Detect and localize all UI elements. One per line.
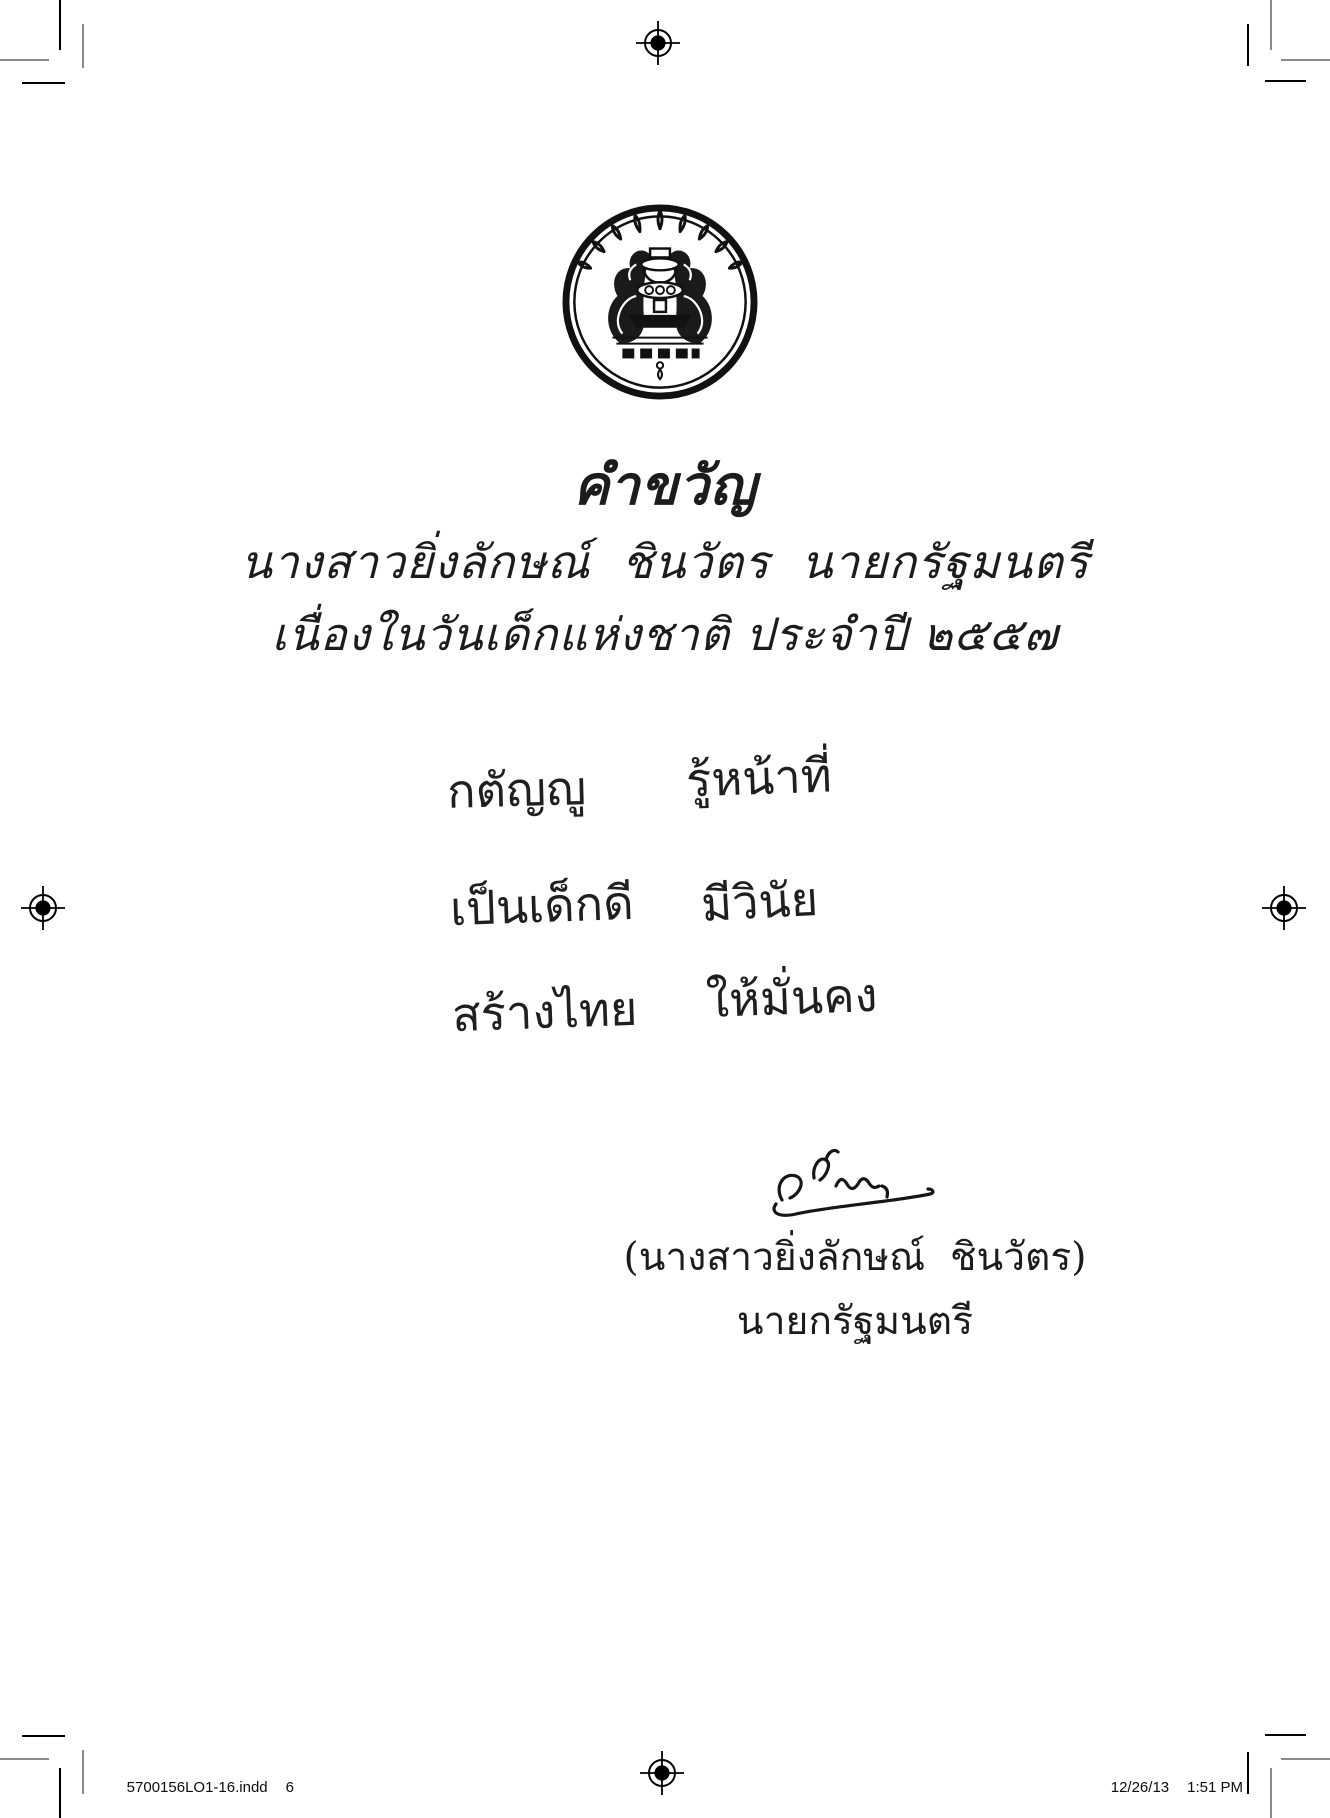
motto-word: สร้างไทย: [451, 981, 639, 1044]
crop-line: [1247, 1752, 1249, 1794]
motto-word: กตัญญู: [446, 761, 587, 820]
footer-document-id: 5700156LO1-16.indd: [126, 1779, 268, 1796]
crop-line: [1265, 80, 1306, 82]
footer-page-number: 6: [285, 1779, 294, 1796]
crop-line: [1247, 24, 1249, 66]
crop-line: [1270, 1768, 1272, 1818]
page-title: คำขวัญ: [573, 453, 757, 517]
signer-name: (นางสาวยิ่งลักษณ์ ชินวัตร): [623, 1235, 1087, 1280]
footer-date: 12/26/13: [1110, 1779, 1170, 1796]
motto-word: ให้มั่นคง: [705, 968, 879, 1029]
footer-timestamp: [1094, 1762, 1243, 1813]
registration-mark-top-icon: [636, 21, 680, 65]
crop-line: [1281, 59, 1330, 61]
crop-line: [59, 1768, 61, 1818]
crop-line: [0, 1758, 49, 1760]
motto-word: รู้หน้าที่: [685, 748, 833, 809]
author-line: นางสาวยิ่งลักษณ์ ชินวัตร นายกรัฐมนตรี: [240, 535, 1090, 589]
registration-mark-right-icon: [1262, 886, 1306, 930]
registration-mark-left-icon: [21, 886, 65, 930]
motto-word: เป็นเด็กดี: [449, 875, 635, 938]
footer-file-info: [110, 1762, 294, 1813]
crop-line: [82, 1750, 84, 1794]
footer-time: 1:51 PM: [1187, 1779, 1243, 1796]
crop-line: [1270, 0, 1272, 50]
crop-line: [1265, 1734, 1306, 1736]
crop-line: [22, 1735, 65, 1737]
motto-word: มีวินัย: [699, 871, 820, 934]
thai-government-seal-icon: [561, 203, 759, 401]
registration-mark-bottom-icon: [640, 1751, 684, 1795]
crop-line: [0, 59, 49, 61]
signer-title: นายกรัฐมนตรี: [736, 1299, 974, 1344]
crop-line: [1281, 1758, 1330, 1760]
occasion-line: เนื่องในวันเด็กแห่งชาติ ประจำปี ๒๕๕๗: [271, 608, 1059, 661]
signature-icon: [762, 1142, 942, 1232]
crop-line: [59, 0, 61, 50]
crop-line: [22, 82, 65, 84]
crop-line: [82, 24, 84, 68]
